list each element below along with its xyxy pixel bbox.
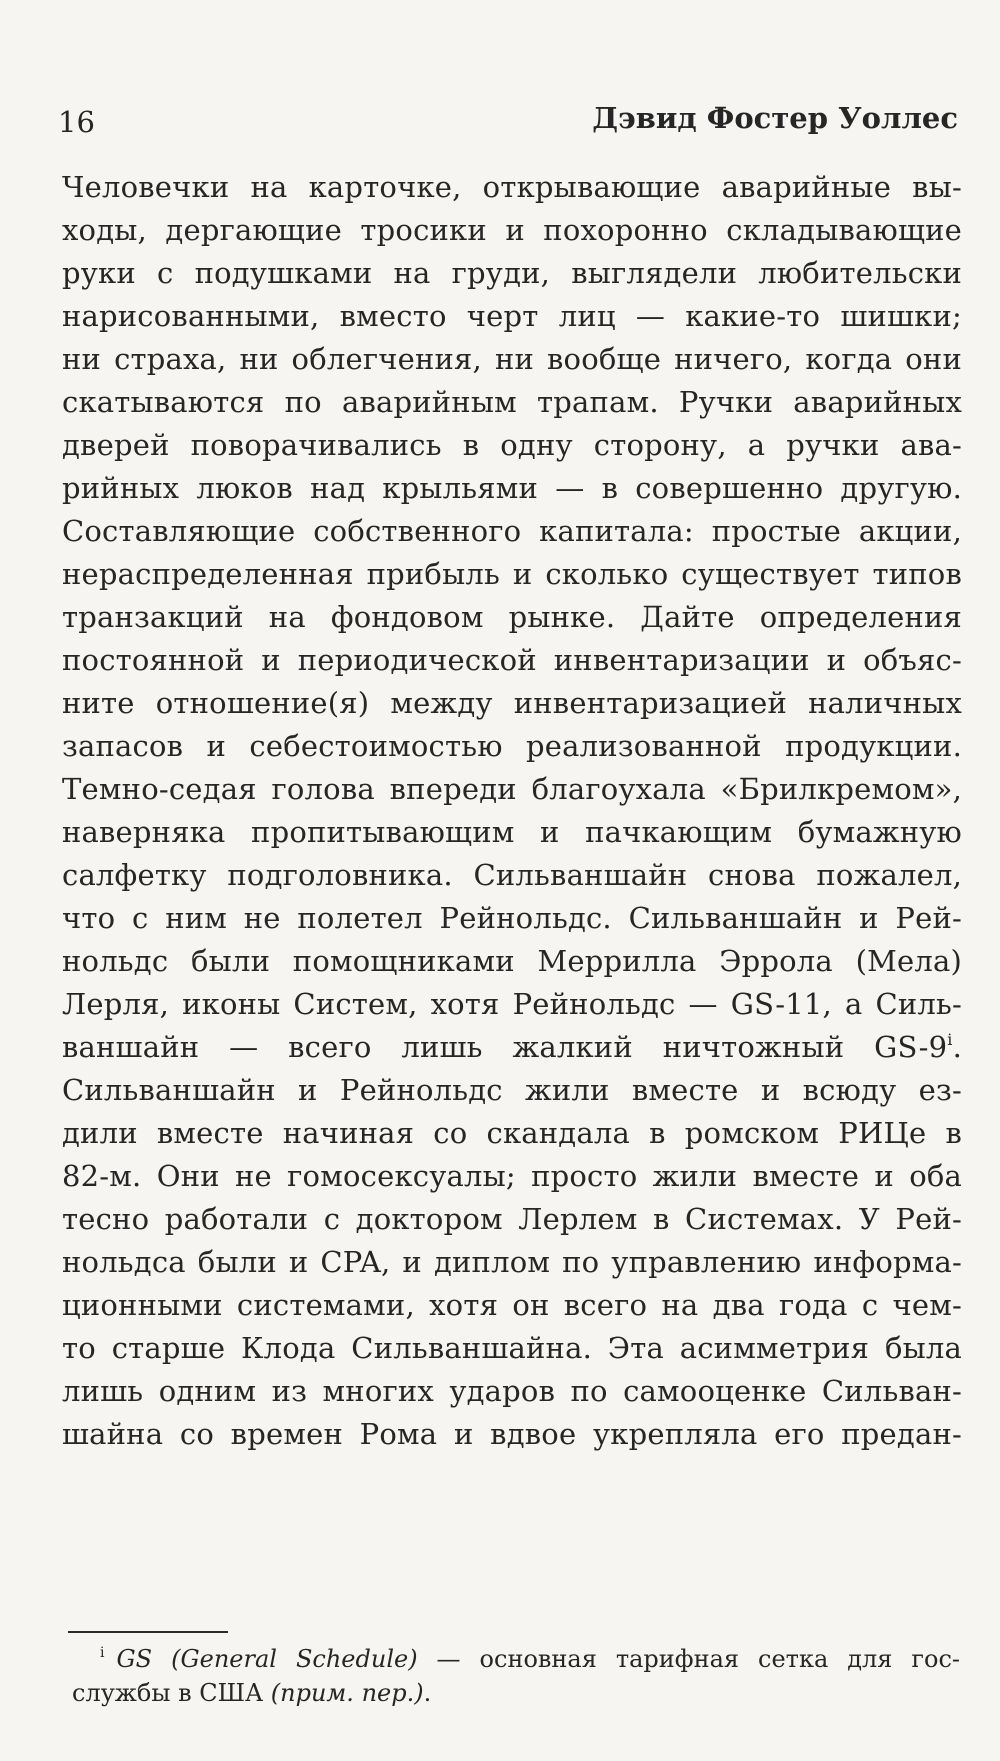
text-line: тесно работали с доктором Лерлем в Системах. У Рей-	[62, 1202, 962, 1236]
text-line: Сильваншайн и Рейнольдс жили вместе и всюду ез-	[62, 1073, 962, 1107]
text-line: шайна со времен Рома и вдвое укрепляла его предан-	[62, 1417, 962, 1451]
text-line: Лерля, иконы Систем, хотя Рейнольдс — GS-11, а Силь-	[62, 987, 962, 1021]
text-line: дили вместе начиная со скандала в ромском РИЦе в	[62, 1116, 962, 1150]
footnote-reference[interactable]: i	[947, 1030, 953, 1049]
body-text	[62, 166, 962, 1456]
text-line: 82-м. Они не гомосексуалы; просто жили вместе и оба	[62, 1159, 962, 1193]
text-line: нольдс были помощниками Меррилла Эррола (Мела)	[62, 944, 962, 978]
text-line: ходы, дергающие тросики и похоронно складывающие	[62, 213, 962, 247]
text-line: ни страха, ни облегчения, ни вообще ничего, когда они	[62, 342, 962, 376]
footnote	[72, 1642, 960, 1710]
footnote-term: GS (General Schedule)	[116, 1645, 418, 1673]
footnote-text: службы в США	[72, 1679, 271, 1707]
text-line: нольдса были и CPA, и диплом по управлению информа-	[62, 1245, 962, 1279]
footnote-line	[72, 1676, 960, 1710]
text-line: ните отношение(я) между инвентаризацией наличных	[62, 686, 962, 720]
text-line: ционными системами, хотя он всего на два года с чем-	[62, 1288, 962, 1322]
text-line-trail: .	[952, 1030, 962, 1064]
text-line-with-footnote-ref	[62, 1026, 962, 1069]
text-line: постоянной и периодической инвентаризации и объяс-	[62, 643, 962, 677]
footnote-divider	[68, 1631, 228, 1633]
footnote-marker: i	[100, 1645, 105, 1661]
text-line: транзакций на фондовом рынке. Дайте определения	[62, 600, 962, 634]
footnote-end: .	[423, 1679, 432, 1707]
text-line: руки с подушками на груди, выглядели любительски	[62, 256, 962, 290]
text-line: Составляющие собственного капитала: простые акции,	[62, 514, 962, 548]
text-line: рийных люков над крыльями — в совершенно другую.	[62, 471, 962, 505]
running-title: Дэвид Фостер Уоллес	[592, 101, 958, 135]
page-number: 16	[58, 105, 95, 139]
text-line: что с ним не полетел Рейнольдс. Сильваншайн и Рей-	[62, 901, 962, 935]
footnote-line	[72, 1642, 960, 1676]
text-line: лишь одним из многих ударов по самооценке Сильван-	[62, 1374, 962, 1408]
text-line: запасов и себестоимостью реализованной продукции.	[62, 729, 962, 763]
text-line: Темно-седая голова впереди благоухала «Брилкремом»,	[62, 772, 962, 806]
translator-note: (прим. пер.)	[270, 1679, 424, 1707]
text-line: то старше Клода Сильваншайна. Эта асимметрия была	[62, 1331, 962, 1365]
footnote-text: — основная тарифная сетка для гос-	[417, 1645, 960, 1673]
text-line: наверняка пропитывающим и пачкающим бумажную	[62, 815, 962, 849]
text-line: Человечки на карточке, открывающие аварийные вы-	[62, 170, 962, 204]
text-line: скатываются по аварийным трапам. Ручки аварийных	[62, 385, 962, 419]
text-line: нераспределенная прибыль и сколько существует типов	[62, 557, 962, 591]
text-line: нарисованными, вместо черт лиц — какие-то шишки;	[62, 299, 962, 333]
text-line: дверей поворачивались в одну сторону, а ручки ава-	[62, 428, 962, 462]
text-line-segment: ваншайн — всего лишь жалкий ничтожный GS-9	[62, 1030, 948, 1064]
text-line: салфетку подголовника. Сильваншайн снова пожалел,	[62, 858, 962, 892]
